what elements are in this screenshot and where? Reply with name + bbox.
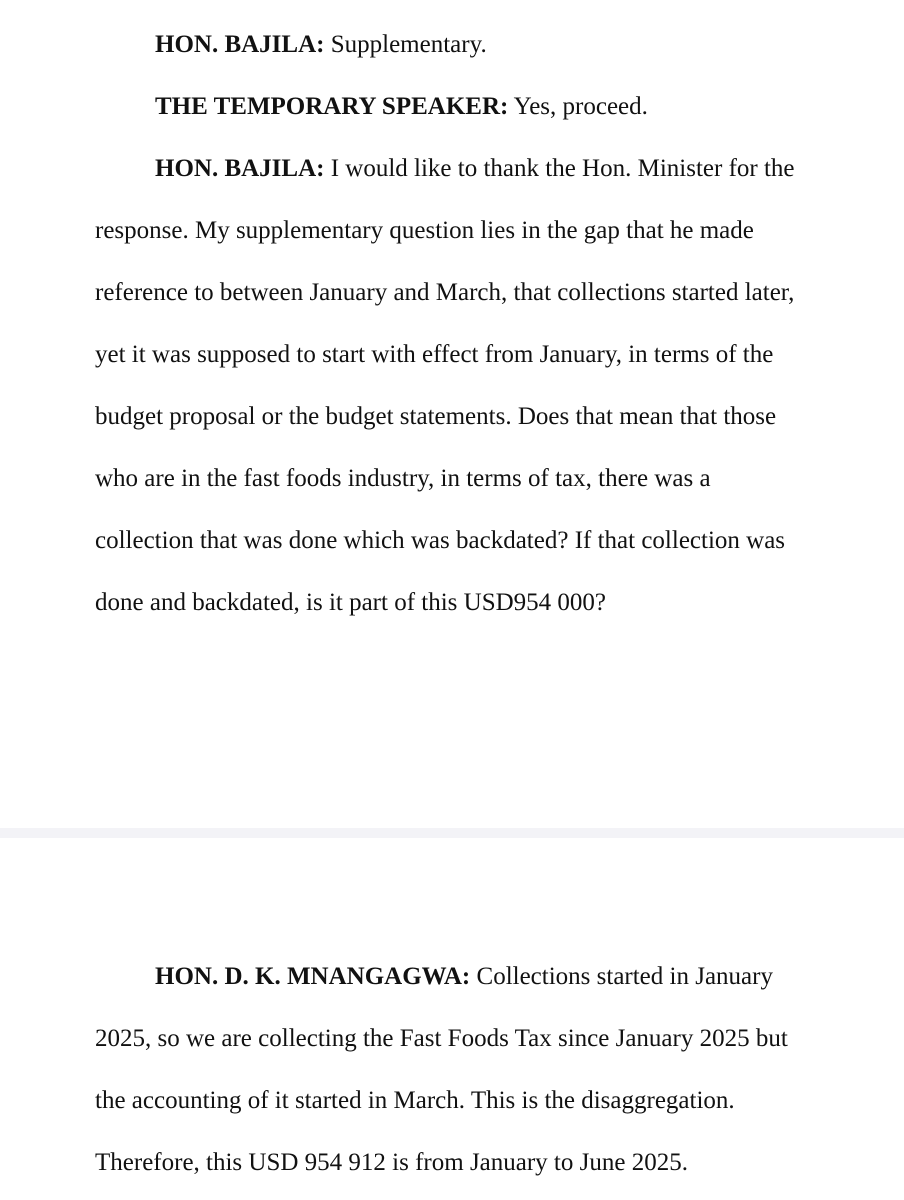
paragraph-text: Yes, proceed.	[513, 93, 648, 120]
speaker-label: HON. BAJILA:	[155, 31, 325, 58]
paragraph-text: Supplementary.	[330, 31, 487, 58]
text-line: Therefore, this USD 954 912 is from January to June 2025.	[95, 1149, 688, 1176]
paragraph-temporary-speaker	[95, 76, 865, 138]
speaker-label: THE TEMPORARY SPEAKER:	[155, 93, 509, 120]
speaker-label: HON. BAJILA:	[155, 155, 325, 182]
speaker-label: HON. D. K. MNANGAGWA:	[155, 963, 471, 990]
paragraph-mnangagwa-answer	[95, 946, 865, 1194]
text-line: 2025, so we are collecting the Fast Foods Tax since January 2025 but	[95, 1025, 788, 1052]
text-line: response. My supplementary question lies in the gap that he made	[95, 217, 754, 244]
text-line: budget proposal or the budget statements. Does that mean that those	[95, 403, 777, 430]
text-line: collection that was done which was backdated? If that collection was	[95, 527, 786, 554]
text-line: Collections started in January	[476, 963, 773, 990]
paragraph-bajila-supplementary	[95, 14, 865, 76]
text-line: done and backdated, is it part of this USD954 000?	[95, 589, 607, 616]
text-line: reference to between January and March, that collections started later,	[95, 279, 795, 306]
text-line: the accounting of it started in March. This is the disaggregation.	[95, 1087, 735, 1114]
text-line: yet it was supposed to start with effect from January, in terms of the	[95, 341, 774, 368]
text-line: who are in the fast foods industry, in terms of tax, there was a	[95, 465, 711, 492]
text-line: I would like to thank the Hon. Minister for the	[330, 155, 795, 182]
page-separator	[0, 828, 904, 838]
paragraph-bajila-question	[95, 138, 865, 634]
